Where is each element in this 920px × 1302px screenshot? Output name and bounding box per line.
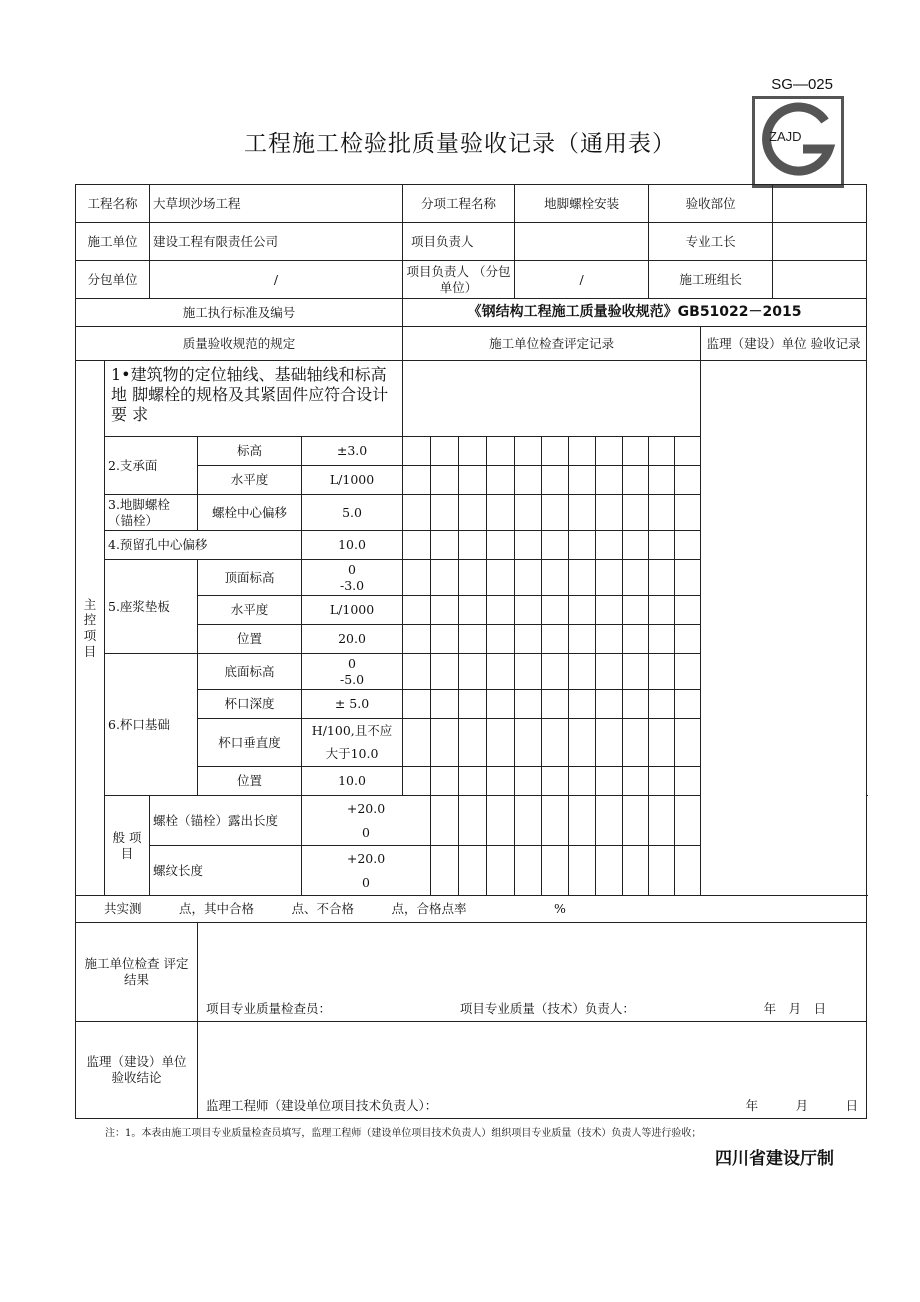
check-cell <box>649 560 675 596</box>
project-name: 大草坝沙场工程 <box>150 185 403 223</box>
check-cell <box>487 531 515 560</box>
issuer: 四川省建设厅制 <box>715 1149 834 1169</box>
item5-row2-name: 水平度 <box>198 596 302 625</box>
contractor-eval-signatures <box>206 1001 826 1017</box>
check-cell <box>623 625 649 654</box>
check-cell <box>431 846 459 896</box>
check-cell <box>403 466 431 495</box>
check-cell <box>542 466 569 495</box>
check-cell <box>515 767 542 796</box>
item2-row2-value: L/1000 <box>302 466 403 495</box>
check-cell <box>569 654 596 690</box>
item6-label: 6.杯口基础 <box>105 654 198 796</box>
check-cell <box>649 846 675 896</box>
general-row1-value: +20.0 0 <box>302 796 431 846</box>
spec-label: 质量验收规范的规定 <box>76 327 403 361</box>
item2-row1-value: ±3.0 <box>302 437 403 466</box>
check-cell <box>596 560 623 596</box>
check-cell <box>649 495 675 531</box>
check-cell <box>515 846 542 896</box>
check-cell <box>623 466 649 495</box>
check-cell <box>459 654 487 690</box>
check-cell <box>596 466 623 495</box>
item2-row1-name: 标高 <box>198 437 302 466</box>
item5-row1-value: 0 -3.0 <box>302 560 403 596</box>
team-leader-label: 施工班组长 <box>649 261 773 299</box>
check-cell <box>542 846 569 896</box>
check-cell <box>459 437 487 466</box>
contractor: 建设工程有限责任公司 <box>150 223 403 261</box>
contractor-eval-label: 施工单位检查 评定结果 <box>76 923 198 1022</box>
check-cell <box>569 437 596 466</box>
sub-project-label: 分项工程名称 <box>403 185 515 223</box>
main-items-label: 主 控 项 目 <box>76 361 105 896</box>
inspection-table <box>75 184 867 1119</box>
supervisor-eval-signatures <box>206 1098 858 1114</box>
check-cell <box>569 495 596 531</box>
check-cell <box>649 767 675 796</box>
team-leader <box>773 261 867 299</box>
check-cell <box>596 654 623 690</box>
check-cell <box>487 466 515 495</box>
check-cell <box>596 846 623 896</box>
check-cell <box>515 531 542 560</box>
check-cell <box>198 1022 867 1119</box>
item3-name: 螺栓中心偏移 <box>198 495 302 531</box>
check-cell <box>487 846 515 896</box>
check-cell <box>542 796 569 846</box>
check-cell <box>515 495 542 531</box>
contractor-label: 施工单位 <box>76 223 150 261</box>
check-cell <box>596 719 623 767</box>
standard: 《钢结构工程施工质量验收规范》GB51022－2015 <box>403 299 867 327</box>
check-cell <box>542 495 569 531</box>
item4-value: 10.0 <box>302 531 403 560</box>
check-cell <box>569 767 596 796</box>
item5-row3-value: 20.0 <box>302 625 403 654</box>
check-cell <box>403 560 431 596</box>
check-cell <box>596 767 623 796</box>
check-cell <box>459 846 487 896</box>
check-cell <box>515 596 542 625</box>
check-cell <box>623 654 649 690</box>
check-cell <box>487 767 515 796</box>
check-cell <box>403 654 431 690</box>
check-cell <box>515 437 542 466</box>
check-cell <box>403 690 431 719</box>
pm <box>515 223 649 261</box>
check-cell <box>431 719 459 767</box>
item4-label: 4.预留孔中心偏移 <box>105 531 302 560</box>
footnote: 注：1。本表由施工项目专业质量检查员填写，监理工程师（建设单位项目技术负责人）组织项目专业质量（技术）负责人等进行验收； <box>105 1128 702 1139</box>
check-cell <box>675 654 701 690</box>
check-cell <box>596 495 623 531</box>
item5-row1-name: 顶面标高 <box>198 560 302 596</box>
check-cell <box>623 767 649 796</box>
check-cell <box>542 531 569 560</box>
check-cell <box>649 596 675 625</box>
check-cell <box>569 531 596 560</box>
check-cell <box>542 767 569 796</box>
check-cell <box>487 654 515 690</box>
check-cell <box>515 625 542 654</box>
check-cell <box>649 719 675 767</box>
check-cell <box>623 437 649 466</box>
supervisor-eval-date: 年 月 日 <box>745 1098 859 1114</box>
check-cell <box>596 625 623 654</box>
check-cell <box>515 690 542 719</box>
check-cell <box>569 846 596 896</box>
standard-label: 施工执行标准及编号 <box>76 299 403 327</box>
check-cell <box>623 495 649 531</box>
check-cell <box>623 560 649 596</box>
check-cell <box>675 625 701 654</box>
check-cell <box>675 690 701 719</box>
check-cell <box>649 690 675 719</box>
check-cell <box>459 560 487 596</box>
check-cell <box>542 596 569 625</box>
check-cell <box>569 796 596 846</box>
item2-row2-name: 水平度 <box>198 466 302 495</box>
item6-row2-name: 杯口深度 <box>198 690 302 719</box>
supervise-label: 监理（建设）单位 验收记录 <box>701 327 867 361</box>
check-cell <box>675 531 701 560</box>
check-cell <box>596 531 623 560</box>
check-cell <box>403 719 431 767</box>
check-cell <box>623 846 649 896</box>
check-cell <box>596 437 623 466</box>
check-cell <box>431 466 459 495</box>
check-cell <box>542 437 569 466</box>
supervise-main-cell <box>701 361 867 896</box>
check-cell <box>487 796 515 846</box>
check-cell <box>542 719 569 767</box>
item5-row2-value: L/1000 <box>302 596 403 625</box>
project-name-label: 工程名称 <box>76 185 150 223</box>
check-cell <box>515 796 542 846</box>
item6-row3-name: 杯口垂直度 <box>198 719 302 767</box>
logo-text: ZAJD <box>769 129 802 144</box>
item2-label: 2.支承面 <box>105 437 198 495</box>
check-cell <box>403 495 431 531</box>
check-cell <box>675 466 701 495</box>
check-cell <box>459 796 487 846</box>
check-cell <box>569 719 596 767</box>
check-cell <box>431 437 459 466</box>
check-cell <box>403 625 431 654</box>
item6-row1-name: 底面标高 <box>198 654 302 690</box>
check-cell <box>623 796 649 846</box>
sub-project: 地脚螺栓安装 <box>515 185 649 223</box>
item5-row3-name: 位置 <box>198 625 302 654</box>
check-cell <box>623 719 649 767</box>
item6-row2-value: ± 5.0 <box>302 690 403 719</box>
accept-part-label: 验收部位 <box>649 185 773 223</box>
check-cell <box>431 625 459 654</box>
subcontractor: / <box>150 261 403 299</box>
form-code: SG—025 <box>771 76 833 93</box>
responsible-label: 项目专业质量（技术）负责人： <box>459 1001 635 1017</box>
check-label: 施工单位检查评定记录 <box>403 327 701 361</box>
check-cell <box>487 495 515 531</box>
check-cell <box>487 690 515 719</box>
check-cell <box>515 719 542 767</box>
check-cell <box>542 690 569 719</box>
item6-row4-name: 位置 <box>198 767 302 796</box>
check-cell <box>569 690 596 719</box>
check-cell <box>515 466 542 495</box>
check-cell <box>649 654 675 690</box>
check-cell <box>623 531 649 560</box>
check-cell <box>431 690 459 719</box>
check-cell <box>459 596 487 625</box>
engineer-label: 监理工程师（建设单位项目技术负责人）： <box>206 1098 438 1114</box>
check-cell <box>459 719 487 767</box>
foreman <box>773 223 867 261</box>
item6-row1-value: 0 -5.0 <box>302 654 403 690</box>
check-cell <box>675 846 701 896</box>
check-cell <box>596 690 623 719</box>
check-cells <box>403 361 701 437</box>
general-items-label: 般 项 目 <box>105 796 150 896</box>
check-cell <box>459 495 487 531</box>
check-cell <box>487 719 515 767</box>
check-cell <box>431 767 459 796</box>
inspector-label: 项目专业质量检查员： <box>206 1001 332 1017</box>
item5-label: 5.座浆垫板 <box>105 560 198 654</box>
check-cell <box>487 625 515 654</box>
check-cell <box>596 796 623 846</box>
check-cell <box>431 654 459 690</box>
check-cell <box>459 625 487 654</box>
check-cell <box>675 437 701 466</box>
check-cell <box>487 437 515 466</box>
check-cell <box>649 437 675 466</box>
check-cell <box>403 531 431 560</box>
item6-row3-value: H/100,且不应 大于10.0 <box>302 719 403 767</box>
check-cell <box>675 495 701 531</box>
general-row2-name: 螺纹长度 <box>150 846 302 896</box>
check-cell <box>198 923 867 1022</box>
check-cell <box>487 596 515 625</box>
check-cell <box>649 531 675 560</box>
check-cell <box>459 466 487 495</box>
general-row1-name: 螺栓（锚栓）露出长度 <box>150 796 302 846</box>
summary-line: 共实测 点，其中合格 点、不合格 点，合格点率 % <box>76 896 867 923</box>
check-cell <box>515 560 542 596</box>
check-cell <box>675 796 701 846</box>
check-cell <box>515 654 542 690</box>
check-cell <box>459 690 487 719</box>
check-cell <box>623 596 649 625</box>
supervisor-eval-label: 监理（建设）单位 验收结论 <box>76 1022 198 1119</box>
page-title: 工程施工检验批质量验收记录（通用表） <box>244 131 676 157</box>
check-cell <box>542 560 569 596</box>
check-cell <box>403 437 431 466</box>
check-cell <box>569 466 596 495</box>
subcontractor-label: 分包单位 <box>76 261 150 299</box>
check-cell <box>431 596 459 625</box>
sub-pm-label: 项目负责人 （分包单位） <box>403 261 515 299</box>
contractor-eval-date: 年 月 日 <box>763 1001 827 1017</box>
check-cell <box>431 796 459 846</box>
check-cell <box>431 531 459 560</box>
check-cell <box>675 560 701 596</box>
check-cell <box>487 560 515 596</box>
general-row2-value: +20.0 0 <box>302 846 431 896</box>
check-cell <box>403 596 431 625</box>
pm-label: 项目负责人 <box>403 223 515 261</box>
main-item-1: 1•建筑物的定位轴线、基础轴线和标高地 脚螺栓的规格及其紧固件应符合设计要 求 <box>105 361 403 437</box>
check-cell <box>542 654 569 690</box>
check-cell <box>431 560 459 596</box>
check-cell <box>623 690 649 719</box>
item6-row4-value: 10.0 <box>302 767 403 796</box>
item3-value: 5.0 <box>302 495 403 531</box>
check-cell <box>675 719 701 767</box>
foreman-label: 专业工长 <box>649 223 773 261</box>
sub-pm: / <box>515 261 649 299</box>
check-cell <box>569 560 596 596</box>
check-cell <box>596 596 623 625</box>
check-cell <box>649 796 675 846</box>
check-cell <box>569 625 596 654</box>
check-cell <box>569 596 596 625</box>
check-cell <box>459 531 487 560</box>
check-cell <box>542 625 569 654</box>
check-cell <box>431 495 459 531</box>
check-cell <box>649 625 675 654</box>
check-cell <box>675 767 701 796</box>
item3-label: 3.地脚螺栓（锚栓） <box>105 495 198 531</box>
check-cell <box>459 767 487 796</box>
check-cell <box>403 767 431 796</box>
check-cell <box>675 596 701 625</box>
accept-part <box>773 185 867 223</box>
check-cell <box>649 466 675 495</box>
